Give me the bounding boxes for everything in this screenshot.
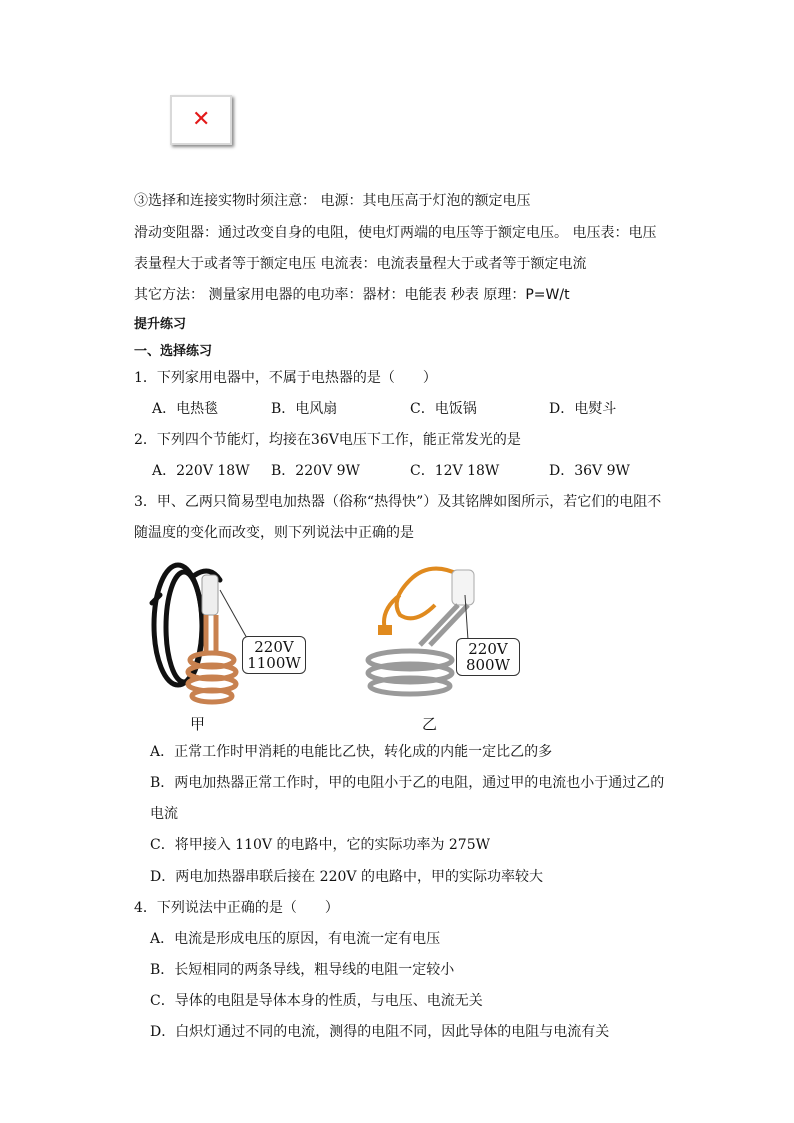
q4-stem: 4．下列说法中正确的是（ ） [134,900,339,916]
note-line-4: 其它方法： 测量家用电器的电功率：器材：电能表 秒表 原理：P=W/t [134,287,570,303]
broken-image-placeholder [170,95,232,145]
q4-option-c: C．导体的电阻是导体本身的性质，与电压、电流无关 [150,993,483,1009]
note-line-1: ③选择和连接实物时须注意： 电源：其电压高于灯泡的额定电压 [134,193,531,209]
sub-title: 一、选择练习 [134,344,213,359]
q3-stem-line-1: 3．甲、乙两只简易型电加热器（俗称“热得快”）及其铭牌如图所示，若它们的电阻不 [134,494,662,510]
q3-option-d: D．两电加热器串联后接在 220V 的电路中，甲的实际功率较大 [150,869,543,885]
heater-jia-caption: 甲 [190,715,206,733]
broken-image-icon: ✕ [192,107,211,132]
heater-jia-power: 1100W [247,654,301,672]
q2-option-d: D．36V 9W [549,463,630,479]
heater-jia-nameplate [242,636,306,674]
heater-yi-power: 800W [465,656,511,674]
heater-yi-nameplate [456,638,520,676]
heater-yi-voltage: 220V [468,640,508,658]
q2-option-c: C．12V 18W [410,463,500,479]
q1-option-d: D．电熨斗 [549,401,617,417]
q2-option-b: B．220V 9W [271,463,360,479]
q1-option-b: B．电风扇 [271,401,338,417]
note-line-3: 表量程大于或者等于额定电压 电流表：电流表量程大于或者等于额定电流 [134,256,587,272]
q3-option-b-line-1: B．两电加热器正常工作时，甲的电阻小于乙的电阻，通过甲的电流也小于通过乙的 [150,775,665,791]
heater-yi-illustration [340,555,540,715]
q3-option-b-line-2: 电流 [150,806,178,822]
heater-jia-voltage: 220V [254,638,294,656]
q4-option-d: D．白炽灯通过不同的电流，测得的电阻不同，因此导体的电阻与电流有关 [150,1024,610,1040]
q4-option-a: A．电流是形成电压的原因，有电流一定有电压 [150,931,441,947]
q1-stem: 1．下列家用电器中，不属于电热器的是（ ） [134,370,437,386]
heater-jia-illustration [140,555,310,715]
heater-jia-figure [140,555,310,715]
q4-option-b: B．长短相同的两条导线，粗导线的电阻一定较小 [150,962,455,978]
q3-option-a: A．正常工作时甲消耗的电能比乙快，转化成的内能一定比乙的多 [150,744,553,760]
heater-yi-caption: 乙 [422,715,438,733]
q1-option-a: A．电热毯 [152,401,219,417]
q2-stem: 2．下列四个节能灯，均接在36V电压下工作，能正常发光的是 [134,432,521,448]
q2-option-a: A．220V 18W [152,463,250,479]
heater-yi-figure [340,555,540,715]
q3-option-c: C．将甲接入 110V 的电路中，它的实际功率为 275W [150,837,491,853]
section-title: 提升练习 [134,317,187,332]
q1-option-c: C．电饭锅 [410,401,477,417]
q3-stem-line-2: 随温度的变化而改变，则下列说法中正确的是 [134,525,414,541]
note-line-2: 滑动变阻器：通过改变自身的电阻，使电灯两端的电压等于额定电压。 电压表：电压 [134,225,657,241]
